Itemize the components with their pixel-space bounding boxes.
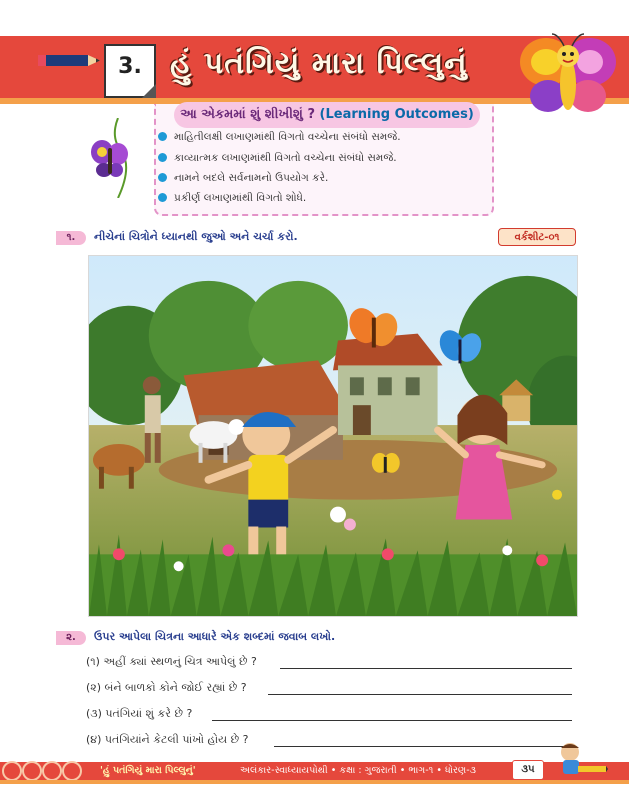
chapter-number: 3. <box>118 54 142 79</box>
section-1-instruction: નીચેનાં ચિત્રોને ધ્યાનથી જુઓ અને ચર્ચા કરો. <box>94 230 298 243</box>
answer-line-2[interactable] <box>268 694 572 695</box>
learning-outcomes-title-english: (Learning Outcomes) <box>319 107 474 122</box>
page-fold-corner <box>142 84 156 98</box>
page-number: ૩૫ <box>512 760 544 780</box>
question-3: (૩) પતંગિયાં શું કરે છે ? <box>86 707 193 720</box>
footer-series-info: અલંકાર-સ્વાધ્યાયપોથી • કક્ષા : ગુજરાતી • ભાગ-૧ • ધોરણ-૩ <box>240 765 476 776</box>
worksheet-badge: વર્કશીટ-૦૧ <box>498 228 576 246</box>
section-2-number: ૨. <box>56 631 86 645</box>
chapter-title: હું પતંગિયું મારા પિલ્લુનું <box>170 46 468 81</box>
learning-outcome-item: માહિતીલક્ષી લખાણમાંથી વિગતો વચ્ચેના સંબંધો સમજે. <box>158 131 401 144</box>
boy-with-pencil-icon <box>548 740 608 784</box>
section-2-heading <box>56 630 335 645</box>
bullet-icon <box>158 153 167 162</box>
footer-stripe <box>0 780 629 784</box>
answer-line-4[interactable] <box>274 746 572 747</box>
section-1-number: ૧. <box>56 231 86 245</box>
footer-chapter-title: 'હું પતંગિયું મારા પિલ્લુનું' <box>100 765 196 776</box>
learning-outcome-item: કાવ્યાત્મક લખાણમાંથી વિગતો વચ્ચેના સંબંધો સમજે. <box>158 152 397 165</box>
bullet-icon <box>158 173 167 182</box>
learning-outcomes-title-gujarati: આ એકમમાં શું શીખીશું ? <box>180 107 316 122</box>
question-2: (૨) બંને બાળકો કોને જોઈ રહ્યાં છે ? <box>86 681 247 694</box>
butterfly-mascot-icon <box>508 30 620 120</box>
learning-outcome-item: પ્રકીર્ણ લખાણમાંથી વિગતો શોધે. <box>158 192 306 205</box>
pencil-icon <box>38 54 104 67</box>
section-2-instruction: ઉપર આપેલા ચિત્રના આધારે એક શબ્દમાં જવાબ લખો. <box>94 630 336 643</box>
bullet-icon <box>158 132 167 141</box>
butterfly-on-vine-icon <box>88 118 138 198</box>
answer-line-3[interactable] <box>212 720 572 721</box>
answer-line-1[interactable] <box>280 668 572 669</box>
village-scene-illustration <box>88 255 578 617</box>
section-1-heading <box>56 230 298 245</box>
chapter-number-box <box>104 44 156 98</box>
bullet-icon <box>158 193 167 202</box>
learning-outcome-item: નામને બદલે સર્વનામનો ઉપયોગ કરે. <box>158 172 328 185</box>
question-4: (૪) પતંગિયાંને કેટલી પાંખો હોય છે ? <box>86 733 249 746</box>
question-1: (૧) અહીં ક્યાં સ્થળનું ચિત્ર આપેલું છે ? <box>86 655 257 668</box>
learning-outcomes-title <box>174 102 480 128</box>
